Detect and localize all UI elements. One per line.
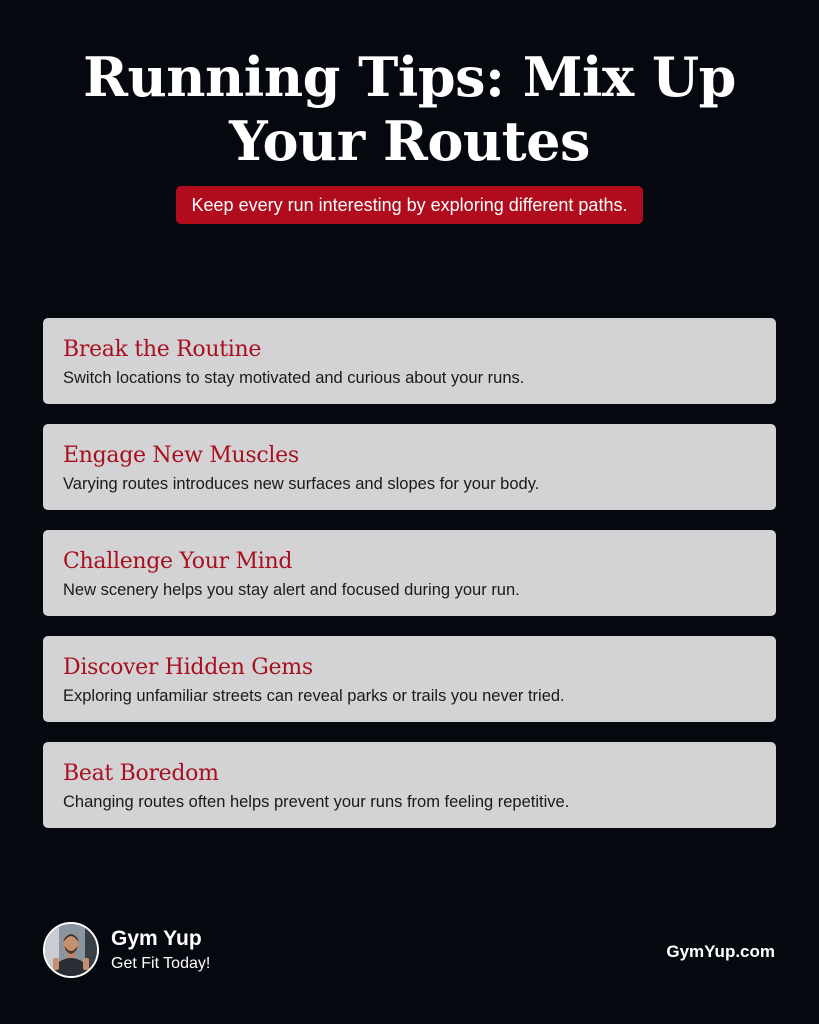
subtitle-container <box>0 186 819 224</box>
brand-name: Gym Yup <box>111 927 202 950</box>
person-avatar-icon <box>43 922 99 978</box>
tip-title: Beat Boredom <box>63 761 219 786</box>
tip-text: Exploring unfamiliar streets can reveal parks or trails you never tried. <box>63 687 565 705</box>
subtitle-banner: Keep every run interesting by exploring different paths. <box>176 186 644 224</box>
tip-card-hidden-gems <box>43 636 776 722</box>
tip-card-engage-muscles <box>43 424 776 510</box>
tip-title: Engage New Muscles <box>63 443 299 468</box>
brand-text <box>111 925 210 975</box>
tip-text: Switch locations to stay motivated and curious about your runs. <box>63 369 525 387</box>
tip-title: Discover Hidden Gems <box>63 655 313 680</box>
tip-text: Varying routes introduces new surfaces and slopes for your body. <box>63 475 540 493</box>
tip-card-beat-boredom <box>43 742 776 828</box>
tip-title: Break the Routine <box>63 337 262 362</box>
tips-list <box>43 318 776 848</box>
brand-tagline: Get Fit Today! <box>111 955 211 972</box>
tip-text: Changing routes often helps prevent your runs from feeling repetitive. <box>63 793 570 811</box>
website-link[interactable]: GymYup.com <box>666 942 775 961</box>
page-title: Running Tips: Mix Up Your Routes <box>83 45 736 173</box>
tip-text: New scenery helps you stay alert and focused during your run. <box>63 581 520 599</box>
tip-title: Challenge Your Mind <box>63 549 293 574</box>
footer-brand <box>43 920 210 980</box>
tip-card-challenge-mind <box>43 530 776 616</box>
tip-card-break-routine <box>43 318 776 404</box>
